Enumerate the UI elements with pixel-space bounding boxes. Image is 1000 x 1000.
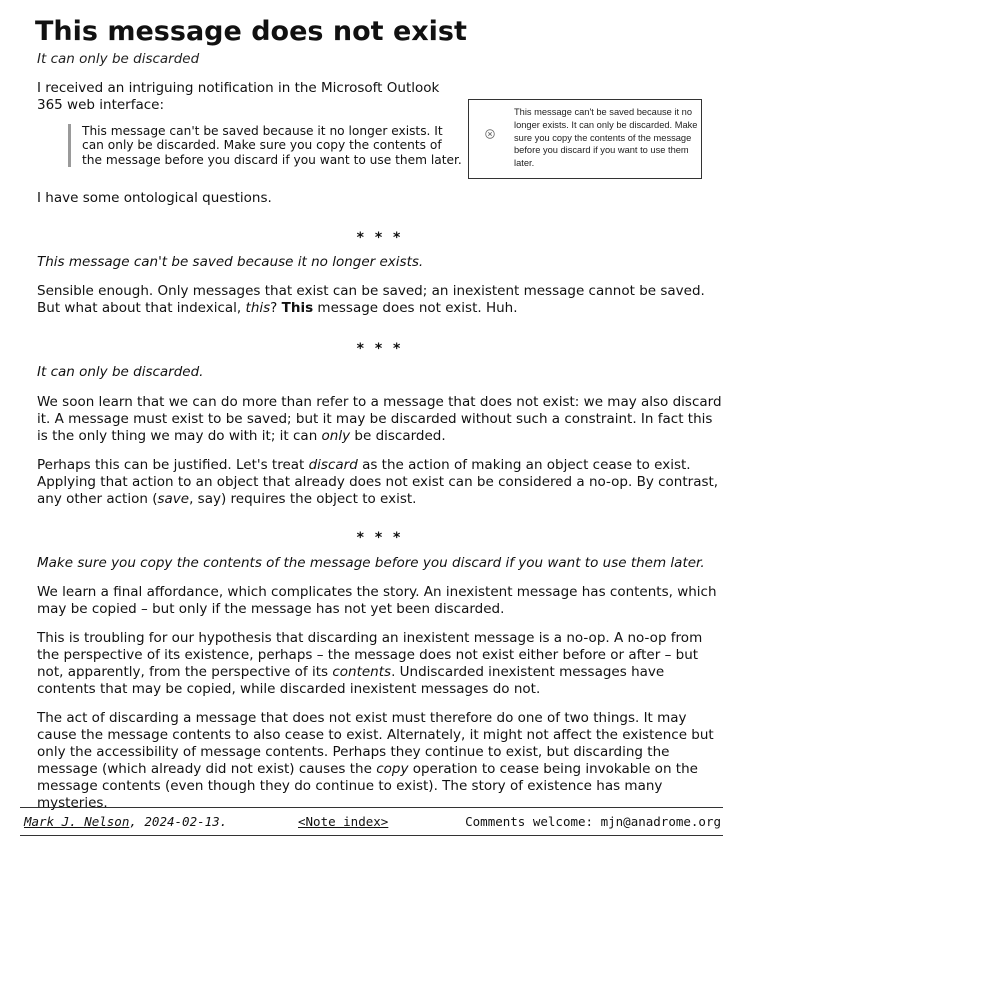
text-run: as the action of making an object cease to exist. Applying that action to an object that already does not exist can be considered a no-op. By contrast, any other action ( bbox=[37, 457, 719, 507]
section3-paragraph-3 bbox=[37, 710, 727, 812]
text-run: Sensible enough. Only messages that exist can be saved; an inexistent message cannot be saved. But what about that indexical, bbox=[37, 283, 705, 316]
outlook-notification-screenshot bbox=[468, 99, 702, 179]
text-run: . Undiscarded inexistent messages have contents that may be copied, while discarded inexistent messages do not. bbox=[37, 664, 665, 697]
footer-author bbox=[24, 814, 227, 829]
section2-paragraph-1 bbox=[37, 394, 727, 445]
section-separator: * * * bbox=[356, 530, 404, 546]
strong-text: This bbox=[281, 300, 314, 316]
page-footer bbox=[24, 814, 721, 832]
note-index-link[interactable]: <Note index> bbox=[298, 814, 389, 829]
text-run: message does not exist. Huh. bbox=[313, 300, 518, 316]
text-run: be discarded. bbox=[350, 428, 446, 444]
ontological-paragraph: I have some ontological questions. bbox=[37, 190, 272, 206]
author-link[interactable]: Mark J. Nelson bbox=[24, 814, 130, 829]
text-run: This is troubling for our hypothesis that discarding an inexistent message is a no-op. A no-op from the perspective of its existence, perhaps – the message does not exist either before or after – but not, apparently, from the perspective of its bbox=[37, 630, 703, 680]
section3-lead: Make sure you copy the contents of the message before you discard if you want to use them later. bbox=[37, 555, 705, 571]
emphasis-text: save bbox=[157, 491, 190, 507]
footer-bottom-rule bbox=[20, 835, 723, 836]
section-separator: * * * bbox=[356, 341, 404, 357]
notification-text: This message can't be saved because it no longer exists. It can only be discarded. Make sure you copy the contents of the message before you discard if you want to use them later. bbox=[514, 107, 698, 169]
text-run: operation to cease being invokable on the message contents (even though they do continue to exist). The story of existence has many mysteries. bbox=[37, 761, 698, 811]
section3-paragraph-1: We learn a final affordance, which complicates the story. An inexistent message has contents, which may be copied – but only if the message has not yet been discarded. bbox=[37, 584, 717, 617]
section2-lead: It can only be discarded. bbox=[37, 364, 204, 380]
text-run: Perhaps this can be justified. Let's treat bbox=[37, 457, 309, 473]
emphasis-text: this bbox=[245, 300, 271, 316]
section3-paragraph-2 bbox=[37, 630, 727, 698]
footer-date: , 2024-02-13. bbox=[129, 814, 228, 829]
page-title: This message does not exist bbox=[35, 16, 467, 47]
section2-paragraph-2 bbox=[37, 457, 727, 508]
footer-top-rule bbox=[20, 807, 723, 808]
section1-lead: This message can't be saved because it no longer exists. bbox=[37, 254, 424, 270]
section1-paragraph bbox=[37, 283, 727, 317]
emphasis-text: copy bbox=[376, 761, 409, 777]
emphasis-text: contents bbox=[332, 664, 392, 680]
page-subtitle: It can only be discarded bbox=[37, 51, 200, 67]
text-run: ? bbox=[270, 300, 282, 316]
footer-contact: Comments welcome: mjn@anadrome.org bbox=[465, 814, 721, 829]
intro-paragraph: I received an intriguing notification in the Microsoft Outlook 365 web interface: bbox=[37, 80, 440, 113]
text-run: , say) requires the object to exist. bbox=[189, 491, 417, 507]
section-separator: * * * bbox=[356, 230, 404, 246]
circle-x-icon bbox=[485, 129, 495, 139]
text-run: We soon learn that we can do more than refer to a message that does not exist: we may also discard it. A message must exist to be saved; but it may be discarded without such a constraint. In fact this is the only thing we may do with it; it can bbox=[37, 394, 722, 444]
emphasis-text: discard bbox=[308, 457, 358, 473]
text-run: The act of discarding a message that does not exist must therefore do one of two things. It may cause the message contents to also cease to exist. Alternately, it might not affect the existence but only the accessibility of message contents. Perhaps they continue to exist, but discarding the message (which already did not exist) causes the bbox=[37, 710, 714, 777]
notification-quote: This message can't be saved because it no longer exists. It can only be discarded. Make sure you copy the contents of the message before you discard if you want to use them later. bbox=[68, 124, 462, 167]
emphasis-text: only bbox=[321, 428, 351, 444]
